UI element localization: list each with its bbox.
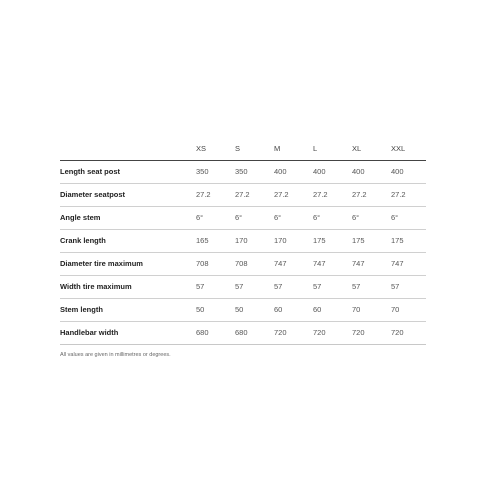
table-row [60,298,426,321]
table-cell: 720 [313,321,352,344]
table-row [60,183,426,206]
units-footnote: All values are given in millimetres or degrees. [60,352,171,358]
table-cell: 747 [352,252,391,275]
row-label-angle-stem: Angle stem [60,206,196,229]
table-cell: 6° [196,206,235,229]
size-header-s: S [235,137,274,160]
table-cell: 175 [391,229,426,252]
table-cell: 27.2 [391,183,426,206]
table-cell: 720 [391,321,426,344]
table-cell: 50 [196,298,235,321]
table-cell: 57 [313,275,352,298]
table-cell: 400 [274,160,313,183]
table-row [60,160,426,183]
size-header-xl: XL [352,137,391,160]
table-cell: 175 [313,229,352,252]
table-row [60,206,426,229]
size-header-m: M [274,137,313,160]
table-cell: 57 [274,275,313,298]
table-cell: 6° [274,206,313,229]
row-label-length-seat-post: Length seat post [60,160,196,183]
table-cell: 6° [352,206,391,229]
table-cell: 57 [352,275,391,298]
row-label-diameter-tire-maximum: Diameter tire maximum [60,252,196,275]
table-cell: 60 [313,298,352,321]
table-cell: 27.2 [196,183,235,206]
row-label-stem-length: Stem length [60,298,196,321]
table-cell: 57 [391,275,426,298]
table-cell: 27.2 [352,183,391,206]
table-row [60,229,426,252]
table-cell: 170 [235,229,274,252]
table-cell: 27.2 [235,183,274,206]
table-cell: 50 [235,298,274,321]
table-cell: 747 [274,252,313,275]
row-label-diameter-seatpost: Diameter seatpost [60,183,196,206]
table-row [60,321,426,344]
table-cell: 350 [235,160,274,183]
table-cell: 6° [391,206,426,229]
table-cell: 175 [352,229,391,252]
size-header-row [60,137,426,160]
table-cell: 747 [391,252,426,275]
table-cell: 708 [235,252,274,275]
table-cell: 6° [313,206,352,229]
table-row [60,252,426,275]
table-cell: 27.2 [313,183,352,206]
table-cell: 70 [391,298,426,321]
table-cell: 60 [274,298,313,321]
table-cell: 57 [235,275,274,298]
size-header-xxl: XXL [391,137,426,160]
table-cell: 400 [313,160,352,183]
row-label-width-tire-maximum: Width tire maximum [60,275,196,298]
table-cell: 165 [196,229,235,252]
table-cell: 708 [196,252,235,275]
geometry-spec-table [60,137,426,345]
header-empty-cell [60,137,196,160]
row-label-handlebar-width: Handlebar width [60,321,196,344]
table-row [60,275,426,298]
table-cell: 70 [352,298,391,321]
table-cell: 6° [235,206,274,229]
size-header-xs: XS [196,137,235,160]
table-cell: 57 [196,275,235,298]
table-cell: 680 [235,321,274,344]
table-cell: 720 [352,321,391,344]
table-cell: 400 [352,160,391,183]
size-header-l: L [313,137,352,160]
table-cell: 350 [196,160,235,183]
table-cell: 680 [196,321,235,344]
table-cell: 747 [313,252,352,275]
table-cell: 27.2 [274,183,313,206]
table-cell: 400 [391,160,426,183]
row-label-crank-length: Crank length [60,229,196,252]
table-cell: 720 [274,321,313,344]
table-cell: 170 [274,229,313,252]
